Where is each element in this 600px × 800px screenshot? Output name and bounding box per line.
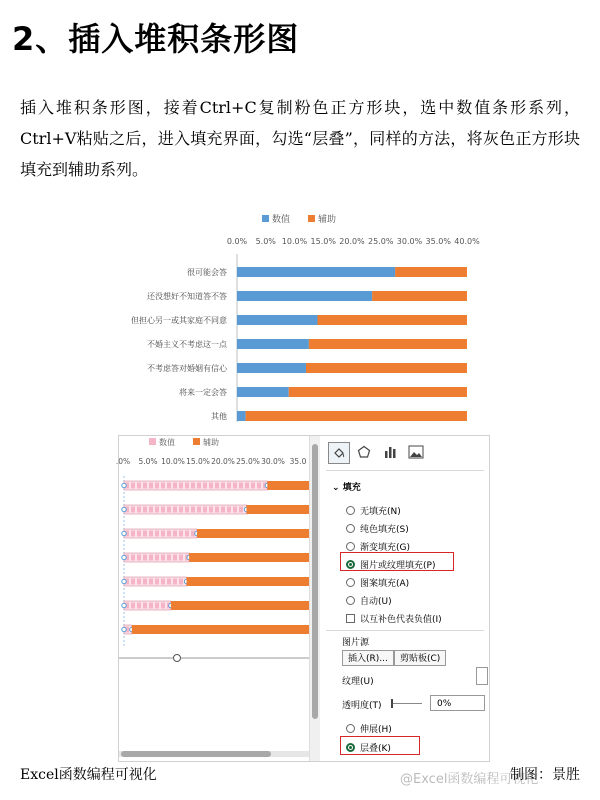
pattern-square: [167, 531, 171, 537]
legend-label: 数值: [159, 438, 175, 447]
selection-handle: [122, 579, 126, 583]
selection-handle: [122, 603, 126, 607]
selection-handle: [122, 483, 126, 487]
option-automatic[interactable]: 自动(U): [346, 594, 392, 607]
radio-icon: [346, 596, 355, 605]
x-tick-label: 35.0: [289, 457, 307, 466]
legend-swatch: [149, 438, 156, 445]
bar-segment: [237, 291, 372, 301]
pattern-square: [143, 531, 147, 537]
highlight-box: [340, 552, 454, 571]
pattern-square: [149, 483, 153, 489]
pattern-square: [257, 483, 261, 489]
bar-segment: [197, 529, 309, 538]
texture-label: 纹理(U): [342, 677, 374, 687]
checkbox-icon: [346, 614, 355, 623]
pattern-square: [161, 531, 165, 537]
bar-segment: [289, 387, 467, 397]
footer-brand: Excel函数编程可视化: [20, 767, 157, 783]
option-solid-fill[interactable]: 纯色填充(S): [346, 522, 409, 535]
picture-icon[interactable]: [406, 442, 426, 462]
radio-icon: [346, 724, 355, 733]
x-tick-label: 5.0%: [138, 457, 158, 466]
chevron-down-icon: ⌄: [332, 483, 343, 493]
texture-dropdown[interactable]: [476, 667, 488, 685]
clipboard-button[interactable]: 剪贴板(C): [394, 650, 446, 666]
pattern-square: [149, 531, 153, 537]
pattern-square: [173, 579, 177, 585]
pattern-square: [137, 531, 141, 537]
option-pattern-fill[interactable]: 图案填充(A): [346, 576, 409, 589]
excel-screenshot: [115, 435, 490, 762]
bar-segment: [246, 411, 467, 421]
option-stack[interactable]: 层叠(K): [346, 741, 391, 754]
pattern-square: [191, 507, 195, 513]
category-label: 不婚主义不考虑这一点: [147, 340, 227, 349]
pattern-square: [215, 483, 219, 489]
bar-segment: [237, 363, 306, 373]
pattern-square: [179, 555, 183, 561]
pattern-square: [233, 507, 237, 513]
pattern-square: [179, 507, 183, 513]
option-picture-fill[interactable]: 图片或纹理填充(P): [346, 558, 435, 571]
watermark: @Excel函数编程可视化: [400, 772, 539, 787]
pattern-square: [185, 483, 189, 489]
highlight-box: [340, 736, 420, 755]
pattern-square: [173, 531, 177, 537]
pattern-square: [233, 483, 237, 489]
x-tick-label: 10.0%: [281, 237, 308, 246]
pattern-square: [197, 507, 201, 513]
option-gradient-fill[interactable]: 渐变填充(G): [346, 540, 410, 553]
bar-segment: [309, 339, 467, 349]
transparency-slider[interactable]: [392, 703, 422, 704]
footer-credit: 制图：景胜: [510, 767, 580, 783]
x-tick-label: 20.0%: [211, 457, 235, 466]
selection-handle: [122, 507, 126, 511]
x-tick-label: .0%: [115, 457, 131, 466]
pattern-square: [155, 579, 159, 585]
selection-handle: [122, 531, 126, 535]
pattern-square: [215, 507, 219, 513]
x-tick-label: 35.0%: [425, 237, 451, 246]
legend-swatch: [308, 215, 315, 222]
pattern-square: [143, 579, 147, 585]
picture-source-label: 图片源: [342, 638, 370, 648]
bar-segment: [237, 267, 395, 277]
bar-segment: [132, 625, 309, 634]
pattern-square: [143, 603, 147, 609]
insert-button[interactable]: 插入(R)...: [342, 650, 394, 666]
x-tick-label: 15.0%: [310, 237, 336, 246]
bar-segment: [306, 363, 467, 373]
bar-segment: [237, 315, 318, 325]
stacked-bar-chart: [0, 208, 600, 430]
pattern-square: [167, 555, 171, 561]
fill-section-header[interactable]: ⌄ 填充: [332, 483, 361, 493]
x-tick-label: 0.0%: [226, 237, 248, 246]
pattern-square: [137, 483, 141, 489]
x-tick-label: 15.0%: [186, 457, 210, 466]
pattern-square: [131, 603, 135, 609]
resize-handle: [174, 655, 181, 662]
bar-segment: [267, 481, 309, 490]
bar-segment: [395, 267, 467, 277]
bar-segment: [372, 291, 467, 301]
pattern-square: [179, 531, 183, 537]
x-tick-label: 30.0%: [261, 457, 285, 466]
category-label: 将来一定会答: [179, 388, 227, 397]
bar-segment: [318, 315, 468, 325]
instruction-paragraph: 插入堆积条形图，接着Ctrl+C复制粉色正方形块，选中数值条形系列，Ctrl+V粘贴之后，进入填充界面，勾选“层叠”，同样的方法，将灰色正方形块填充到辅助系列。: [20, 98, 580, 179]
transparency-input[interactable]: 0%: [430, 695, 485, 711]
x-tick-label: 25.0%: [236, 457, 260, 466]
pattern-square: [173, 507, 177, 513]
category-label: 很可能会答: [187, 268, 227, 277]
pattern-square: [131, 579, 135, 585]
pattern-square: [173, 555, 177, 561]
x-tick-label: 40.0%: [454, 237, 480, 246]
option-no-fill[interactable]: 无填充(N): [346, 504, 401, 517]
pattern-square: [239, 483, 243, 489]
pattern-square: [131, 555, 135, 561]
radio-icon: [346, 524, 355, 533]
pattern-square: [137, 603, 141, 609]
legend-label: 数值: [272, 215, 291, 225]
pattern-square: [251, 483, 255, 489]
radio-icon: [346, 506, 355, 515]
pattern-square: [239, 507, 243, 513]
pattern-square: [131, 507, 135, 513]
pattern-square: [155, 507, 159, 513]
x-tick-label: 25.0%: [368, 237, 394, 246]
pattern-square: [131, 531, 135, 537]
x-tick-label: 20.0%: [339, 237, 365, 246]
category-label: 但担心另一或其家庭不同意: [131, 316, 227, 325]
pattern-square: [155, 531, 159, 537]
category-label: 其他: [211, 412, 227, 421]
pattern-square: [161, 603, 165, 609]
fill-bucket-icon[interactable]: [328, 442, 350, 464]
pattern-filled-bar-chart: [115, 436, 309, 756]
pattern-square: [137, 555, 141, 561]
pattern-square: [161, 483, 165, 489]
pattern-square: [185, 507, 189, 513]
pattern-square: [227, 483, 231, 489]
legend-label: 辅助: [318, 215, 337, 225]
format-data-series-panel: [320, 436, 489, 761]
selection-handle: [122, 555, 126, 559]
pattern-square: [143, 555, 147, 561]
pattern-square: [179, 483, 183, 489]
pattern-square: [191, 483, 195, 489]
category-label: 还没想好不知道答不答: [147, 292, 227, 301]
option-invert-negative[interactable]: 以互补色代表负值(I): [346, 612, 442, 625]
bar-segment: [189, 553, 309, 562]
pentagon-effects-icon[interactable]: [354, 442, 374, 462]
pattern-square: [227, 507, 231, 513]
bar-segment: [237, 387, 289, 397]
x-tick-label: 30.0%: [396, 237, 423, 246]
pattern-square: [245, 483, 249, 489]
chart-preview[interactable]: [115, 436, 309, 761]
bar-segment: [246, 505, 309, 514]
pattern-square: [149, 579, 153, 585]
x-tick-label: 5.0%: [255, 237, 276, 246]
pattern-square: [221, 507, 225, 513]
option-stretch[interactable]: 伸展(H): [346, 722, 392, 735]
transparency-label: 透明度(T): [342, 701, 382, 711]
pattern-square: [149, 603, 153, 609]
pattern-square: [179, 579, 183, 585]
pattern-square: [155, 555, 159, 561]
horizontal-scrollbar[interactable]: [119, 751, 309, 757]
pattern-square: [185, 531, 189, 537]
pattern-square: [149, 555, 153, 561]
pattern-square: [167, 483, 171, 489]
x-tick-label: 10.0%: [161, 457, 185, 466]
radio-icon: [346, 578, 355, 587]
bar-segment: [237, 411, 246, 421]
pattern-square: [197, 483, 201, 489]
bar-segment: [187, 577, 309, 586]
pattern-square: [167, 579, 171, 585]
legend-swatch: [262, 215, 269, 222]
pattern-square: [203, 483, 207, 489]
pattern-square: [155, 483, 159, 489]
pattern-square: [161, 579, 165, 585]
pattern-square: [161, 555, 165, 561]
pattern-square: [167, 507, 171, 513]
pattern-square: [143, 507, 147, 513]
pattern-square: [137, 507, 141, 513]
pattern-square: [137, 579, 141, 585]
pattern-square: [149, 507, 153, 513]
pattern-square: [209, 483, 213, 489]
pattern-square: [161, 507, 165, 513]
vertical-scrollbar[interactable]: [309, 436, 320, 761]
pattern-square: [155, 603, 159, 609]
pattern-square: [209, 507, 213, 513]
selection-handle: [122, 627, 126, 631]
bar-segment: [237, 339, 309, 349]
legend-label: 辅助: [203, 438, 219, 447]
pattern-square: [143, 483, 147, 489]
category-label: 不考虑答对婚姻有信心: [147, 364, 227, 373]
pattern-square: [221, 483, 225, 489]
pattern-square: [203, 507, 207, 513]
pattern-square: [173, 483, 177, 489]
series-options-icon[interactable]: [380, 442, 400, 462]
bar-segment: [171, 601, 309, 610]
legend-swatch: [193, 438, 200, 445]
pattern-square: [131, 483, 135, 489]
radio-icon: [346, 542, 355, 551]
page-title: 2、插入堆积条形图: [12, 20, 300, 58]
